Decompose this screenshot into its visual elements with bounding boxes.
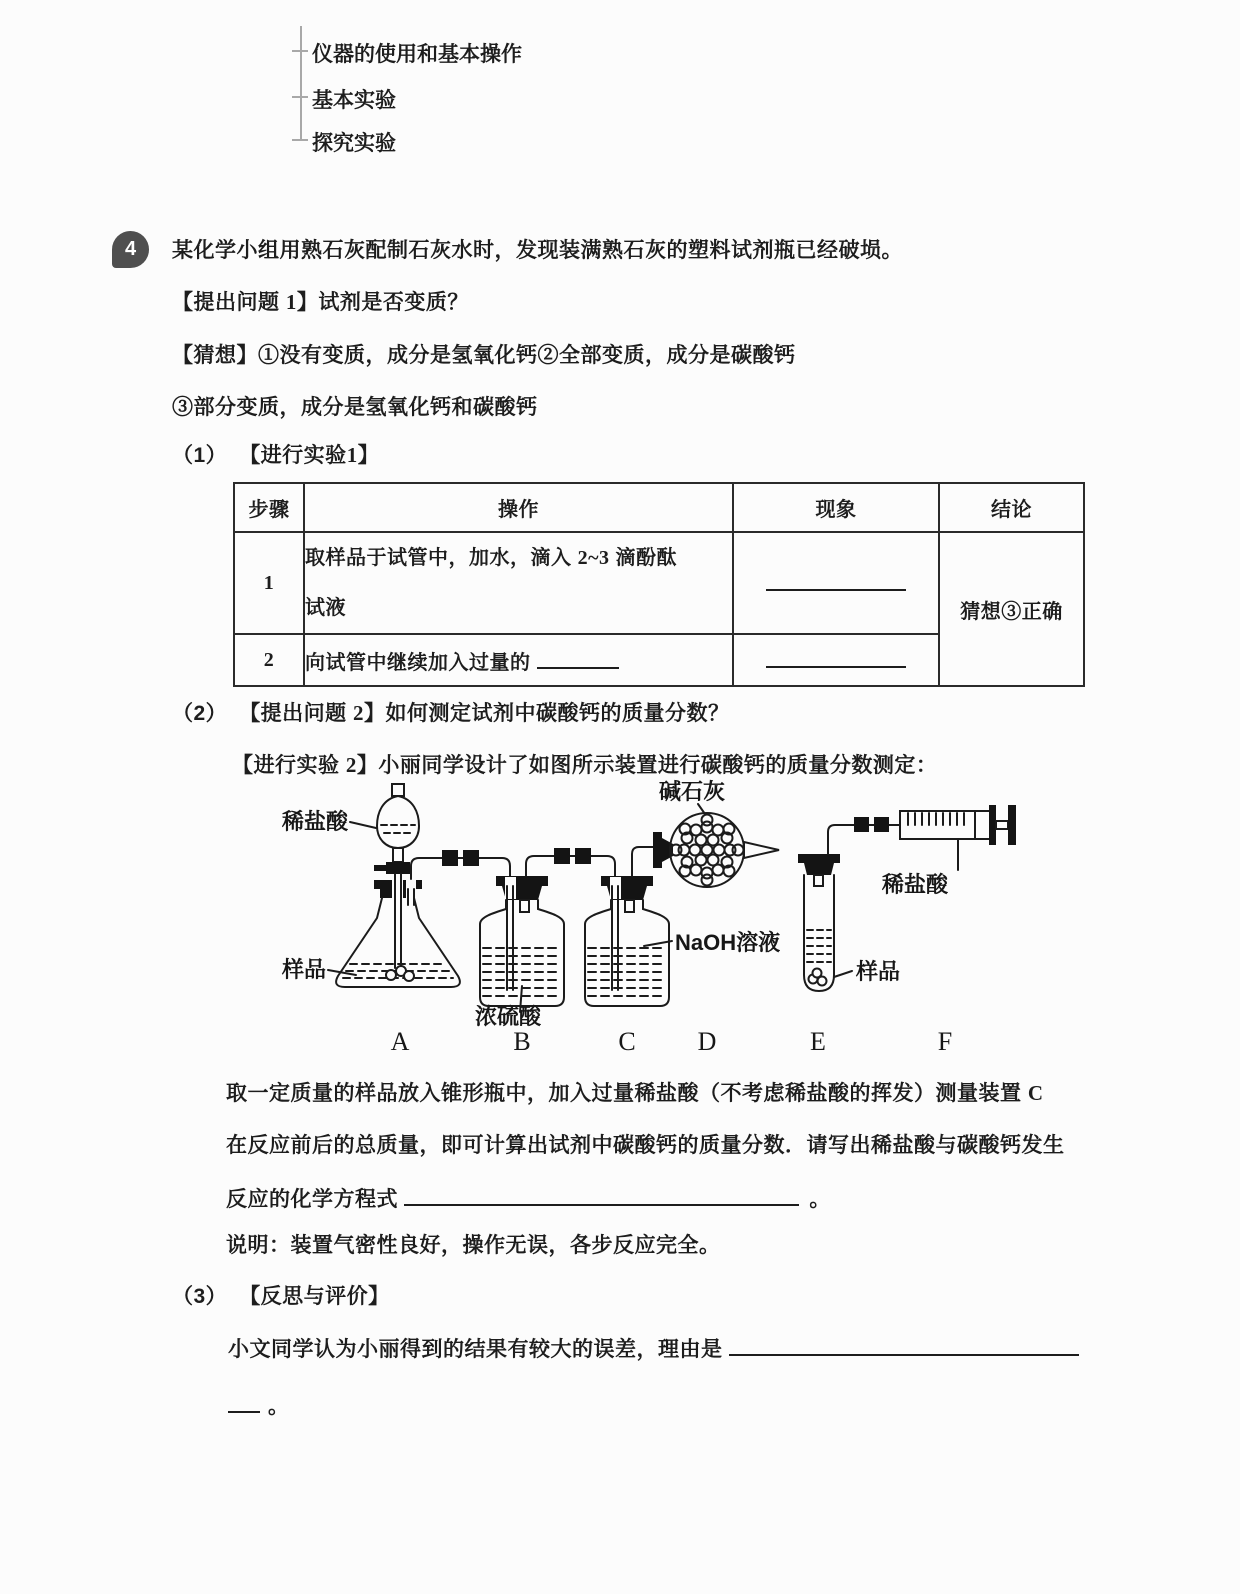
gas-washing-bottle-c bbox=[585, 876, 669, 1006]
reflection-line bbox=[228, 1335, 1079, 1363]
paragraph-line-1 bbox=[226, 1080, 1044, 1107]
apparatus-letter-e: E bbox=[810, 1027, 826, 1056]
tube-connector bbox=[554, 848, 570, 864]
row1-op-post: 滴酚酞 bbox=[609, 547, 678, 569]
row2-op-text: 向试管中继续加入过量的 bbox=[305, 651, 537, 674]
part2-question-pre: 【提出问题 bbox=[239, 702, 354, 725]
reflection-text: 小文同学认为小丽得到的结果有较大的误差，理由是 bbox=[228, 1338, 729, 1361]
header-operation: 操作 bbox=[304, 483, 733, 532]
tree-branch-line bbox=[292, 139, 308, 141]
tube-connector bbox=[854, 817, 869, 832]
tube-connector bbox=[463, 850, 479, 866]
tree-item-basic-experiment: 基本实验 bbox=[312, 89, 396, 112]
row1-step: 1 bbox=[234, 532, 304, 634]
stopcock bbox=[386, 862, 410, 874]
row2-operation bbox=[304, 634, 733, 686]
reflection-line-end bbox=[228, 1392, 290, 1420]
equation-label: 反应的化学方程式 bbox=[226, 1188, 405, 1211]
question-number-badge bbox=[112, 231, 149, 268]
part1-index: （1） bbox=[172, 444, 228, 467]
row1-operation bbox=[304, 532, 733, 634]
part2-question-number: 2 bbox=[353, 701, 365, 725]
header-conclusion: 结论 bbox=[939, 483, 1084, 532]
gas-washing-bottle-b bbox=[480, 876, 564, 1012]
note-line: 说明：装置气密性良好，操作无误，各步反应完全。 bbox=[226, 1234, 721, 1257]
part1-title-number: 1 bbox=[346, 443, 358, 467]
row1-phenomenon-blank bbox=[766, 570, 906, 591]
label-conc-h2so4: 浓硫酸 bbox=[475, 1004, 542, 1029]
experiment2-heading bbox=[232, 752, 937, 779]
experiment2-number: 2 bbox=[345, 753, 357, 777]
part1-title-pre: 【进行实验 bbox=[239, 444, 347, 467]
apparatus-letter-a: A bbox=[390, 1027, 410, 1056]
row1-op-pre: 取样品于试管中，加水，滴入 bbox=[305, 547, 578, 569]
question-number: 4 bbox=[124, 238, 137, 260]
table-row bbox=[234, 532, 1084, 634]
header-phenomenon: 现象 bbox=[733, 483, 939, 532]
tree-item-inquiry-experiment: 探究实验 bbox=[312, 132, 396, 155]
equation-line bbox=[226, 1185, 831, 1213]
row1-op-number: 2~3 bbox=[577, 547, 610, 569]
connecting-tube-b-c bbox=[526, 848, 615, 877]
table-header-row bbox=[234, 483, 1084, 532]
part2-heading bbox=[172, 700, 730, 727]
header-step: 步骤 bbox=[234, 483, 304, 532]
conclusion-cell: 猜想③正确 bbox=[939, 532, 1084, 686]
experiment2-post: 】小丽同学设计了如图所示装置进行碳酸钙的质量分数测定： bbox=[356, 754, 938, 777]
tree-branch-line bbox=[292, 96, 308, 98]
question-intro: 某化学小组用熟石灰配制石灰水时，发现装满熟石灰的塑料试剂瓶已经破埙。 bbox=[172, 239, 903, 262]
label-naoh-solution: NaOH溶液 bbox=[675, 930, 781, 955]
tree-branch-line bbox=[292, 50, 308, 52]
row2-step: 2 bbox=[234, 634, 304, 686]
apparatus-letter-f: F bbox=[937, 1027, 953, 1056]
label-soda-lime: 碱石灰 bbox=[659, 779, 726, 804]
final-period: 。 bbox=[268, 1395, 290, 1418]
experiment-table bbox=[233, 482, 1085, 687]
row2-operation-blank bbox=[537, 648, 619, 669]
tube-connector bbox=[442, 850, 458, 866]
row2-phenomenon-blank bbox=[766, 647, 906, 668]
connecting-tube-c-d bbox=[632, 847, 653, 876]
problem1-number: 1 bbox=[285, 290, 297, 314]
tree-trunk-line bbox=[300, 26, 302, 141]
problem1-line bbox=[172, 289, 469, 316]
part3-index: （3） bbox=[172, 1285, 228, 1308]
connecting-tube-a-b bbox=[411, 850, 510, 879]
part3-heading bbox=[172, 1283, 390, 1310]
part1-heading bbox=[172, 442, 379, 469]
connecting-tube-e-f bbox=[828, 817, 900, 854]
guess-line-1: 【猜想】①没有变质，成分是氢氧化钙②全部变质，成分是碳酸钙 bbox=[172, 344, 796, 367]
label-dilute-hcl-left: 稀盐酸 bbox=[282, 809, 349, 834]
test-tube bbox=[798, 854, 840, 991]
row1-phenomenon-cell bbox=[733, 532, 939, 634]
apparatus-letter-c: C bbox=[618, 1027, 636, 1056]
apparatus-letter-d: D bbox=[697, 1027, 717, 1056]
label-dilute-hcl-right: 稀盐酸 bbox=[882, 872, 949, 897]
guess-line-2: ③部分变质，成分是氢氧化钙和碳酸钙 bbox=[172, 396, 538, 419]
part3-title: 【反思与评价】 bbox=[239, 1285, 390, 1308]
row2-phenomenon-cell bbox=[733, 634, 939, 686]
part2-index: （2） bbox=[172, 702, 228, 725]
tube-connector bbox=[575, 848, 591, 864]
paragraph1-text: 取一定质量的样品放入锥形瓶中，加入过量稀盐酸（不考虑稀盐酸的挥发）测量装置 bbox=[226, 1082, 1028, 1105]
part1-title-post: 】 bbox=[357, 444, 380, 467]
device-c-reference: C bbox=[1027, 1081, 1044, 1105]
apparatus-diagram bbox=[270, 778, 1030, 1068]
tube-connector bbox=[874, 817, 889, 832]
equation-answer-blank bbox=[404, 1185, 799, 1206]
part2-question-post: 】如何测定试剂中碳酸钙的质量分数？ bbox=[364, 702, 730, 725]
paragraph-line-2: 在反应前后的总质量，即可计算出试剂中碳酸钙的质量分数．请写出稀盐酸与碳酸钙发生 bbox=[226, 1134, 1065, 1157]
experiment2-pre: 【进行实验 bbox=[232, 754, 346, 777]
row1-op-line2: 试液 bbox=[305, 597, 346, 619]
apparatus-letter-b: B bbox=[513, 1027, 531, 1056]
problem1-post: 】试剂是否变质？ bbox=[296, 291, 469, 314]
reflection-answer-blank-continued bbox=[228, 1392, 260, 1413]
label-sample-left: 样品 bbox=[282, 957, 327, 982]
conical-flask bbox=[336, 874, 460, 987]
reflection-answer-blank bbox=[729, 1335, 1079, 1356]
problem1-pre: 【提出问题 bbox=[172, 291, 286, 314]
equation-period: 。 bbox=[809, 1188, 831, 1211]
drying-bulb bbox=[653, 813, 779, 887]
label-sample-right: 样品 bbox=[856, 959, 901, 984]
tree-item-instruments: 仪器的使用和基本操作 bbox=[312, 43, 522, 66]
